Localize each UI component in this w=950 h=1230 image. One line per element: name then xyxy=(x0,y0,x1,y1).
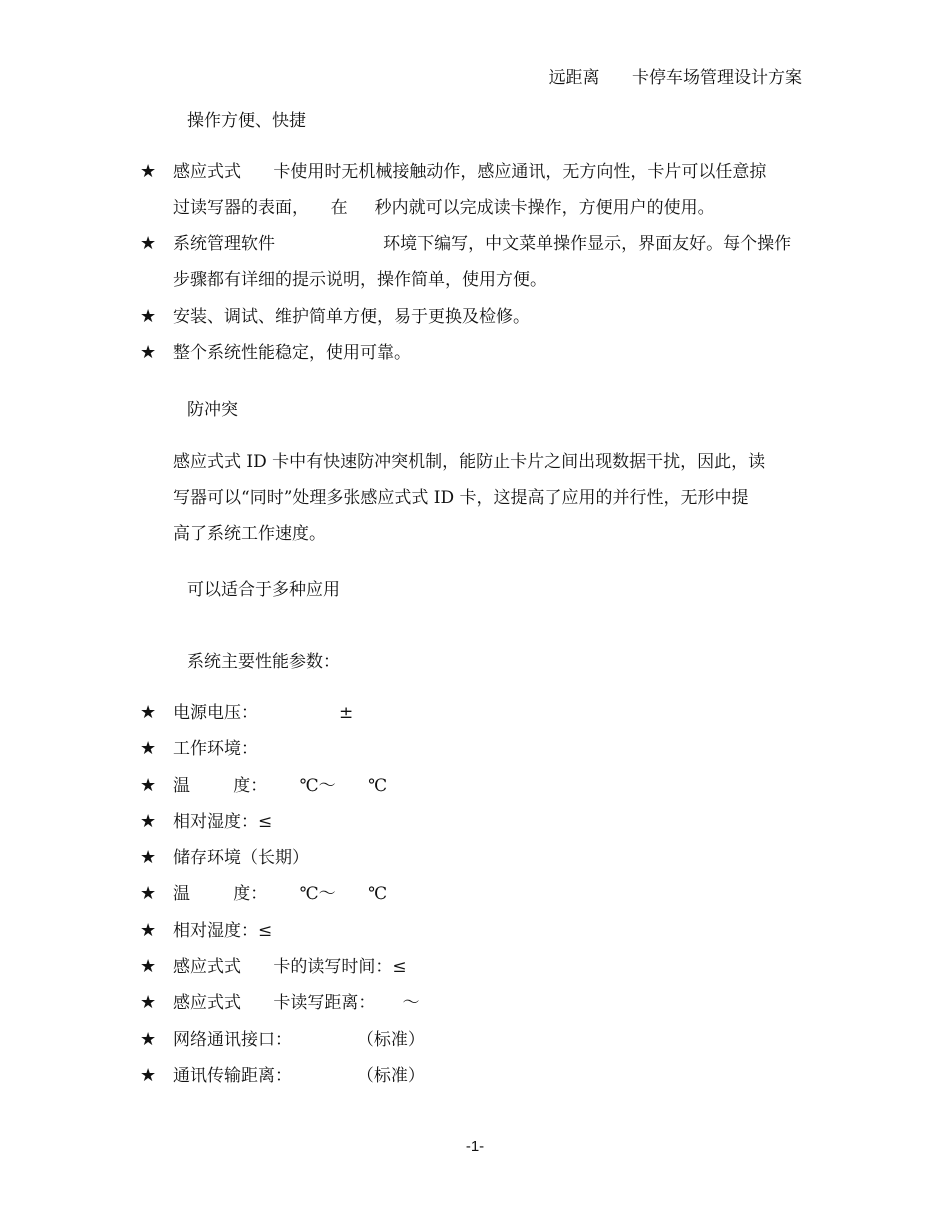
bullet-star-icon: ★ xyxy=(140,1065,157,1086)
parameter-item: 感应式式 卡读写距离： ～ xyxy=(173,993,420,1013)
section-heading-convenience: 操作方便、快捷 xyxy=(187,111,306,131)
parameter-item: 储存环境（长期） xyxy=(173,848,309,868)
parameter-item: 温 度： ℃～ ℃ xyxy=(173,884,388,904)
list-item-line: 安装、调试、维护简单方便，易于更换及检修。 xyxy=(173,307,530,327)
parameter-item: 电源电压： ± xyxy=(173,703,354,723)
paragraph-line: 写器可以“同时”处理多张感应式式 ID 卡，这提高了应用的并行性，无形中提 xyxy=(173,488,749,508)
bullet-star-icon: ★ xyxy=(140,992,157,1013)
bullet-star-icon: ★ xyxy=(140,1029,157,1050)
bullet-star-icon: ★ xyxy=(140,883,157,904)
parameter-item: 感应式式 卡的读写时间：≤ xyxy=(173,957,407,977)
parameter-item: 网络通讯接口： （标准） xyxy=(173,1030,425,1050)
page-header-title: 远距离 卡停车场管理设计方案 xyxy=(548,68,802,88)
bullet-star-icon: ★ xyxy=(140,847,157,868)
list-item-line: 过读写器的表面， 在 秒内就可以完成读卡操作，方便用户的使用。 xyxy=(173,198,715,218)
section-heading-parameters: 系统主要性能参数： xyxy=(187,652,340,672)
parameter-item: 工作环境： xyxy=(173,739,258,759)
list-item-line: 感应式式 卡使用时无机械接触动作，感应通讯，无方向性，卡片可以任意掠 xyxy=(173,162,767,182)
bullet-star-icon: ★ xyxy=(140,342,157,363)
parameter-item: 相对湿度：≤ xyxy=(173,812,273,832)
bullet-star-icon: ★ xyxy=(140,920,157,941)
list-item-line: 整个系统性能稳定，使用可靠。 xyxy=(173,343,411,363)
parameter-item: 相对湿度：≤ xyxy=(173,921,273,941)
parameter-item: 通讯传输距离： （标准） xyxy=(173,1066,425,1086)
bullet-star-icon: ★ xyxy=(140,775,157,796)
bullet-star-icon: ★ xyxy=(140,702,157,723)
bullet-star-icon: ★ xyxy=(140,233,157,254)
bullet-star-icon: ★ xyxy=(140,161,157,182)
page-number: -1- xyxy=(465,1138,485,1155)
bullet-star-icon: ★ xyxy=(140,811,157,832)
list-item-line: 系统管理软件 环境下编写，中文菜单操作显示，界面友好。每个操作 xyxy=(173,234,792,254)
bullet-star-icon: ★ xyxy=(140,738,157,759)
paragraph-line: 高了系统工作速度。 xyxy=(173,524,326,544)
paragraph-line: 感应式式 ID 卡中有快速防冲突机制，能防止卡片之间出现数据干扰，因此，读 xyxy=(173,452,766,472)
bullet-star-icon: ★ xyxy=(140,306,157,327)
section-heading-anticollision: 防冲突 xyxy=(187,400,238,420)
list-item-line: 步骤都有详细的提示说明，操作简单，使用方便。 xyxy=(173,270,547,290)
parameter-item: 温 度： ℃～ ℃ xyxy=(173,776,388,796)
bullet-star-icon: ★ xyxy=(140,956,157,977)
section-heading-applications: 可以适合于多种应用 xyxy=(187,580,340,600)
